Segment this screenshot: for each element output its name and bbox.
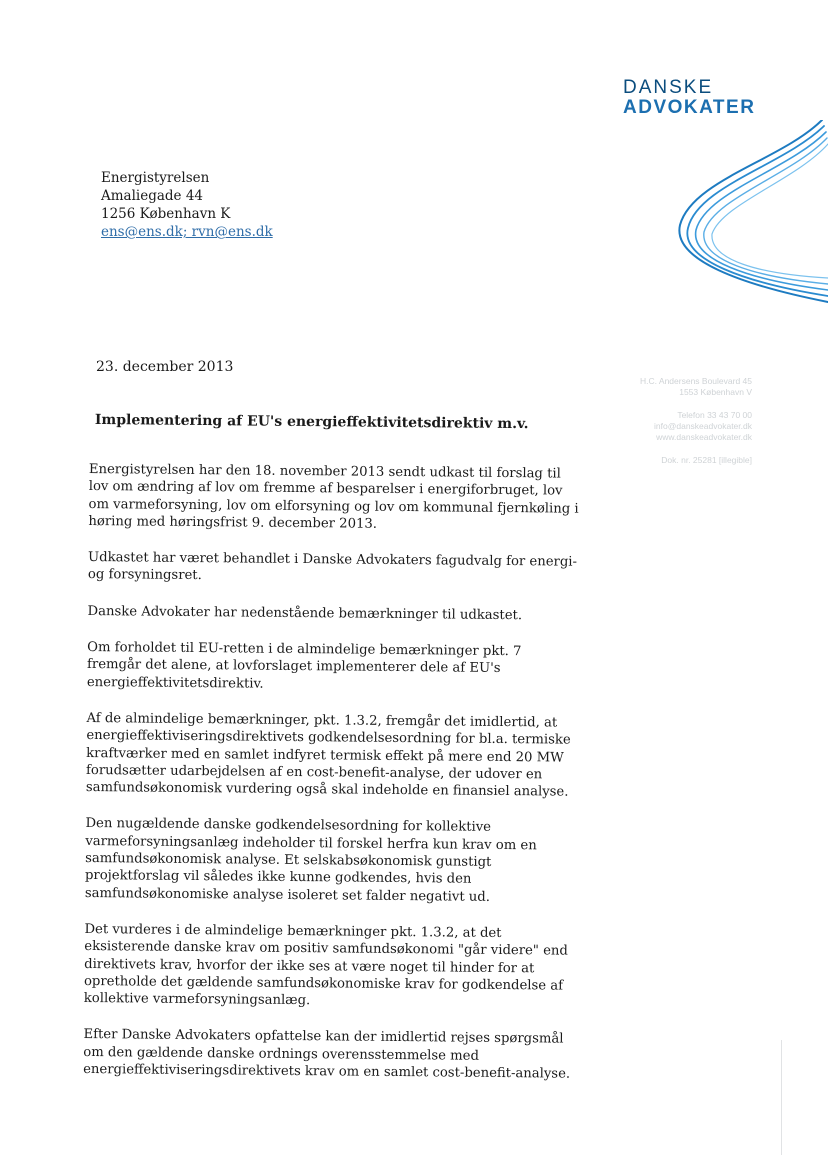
document-number xyxy=(600,455,752,466)
body-paragraph: Af de almindelige bemærkninger, pkt. 1.3.2, fremgår det imidlertid, at energieffektiviseringsdirektivets godkendelsesordning for bl.a. termiske kraftværker med en samlet indfyret termisk effekt på mere end 20 MW forudsætter udarbejdelsen af en cost-benefit-analyse, der udover en samfundsøkonomisk vurdering også skal indeholde en finansiel analyse. xyxy=(85,710,571,800)
body-paragraph: Efter Danske Advokaters opfattelse kan der imidlertid rejses spørgsmål om den gældende danske ordnings overensstemmelse med energieffektiviseringsdirektivets krav om en samlet cost-benefit-analyse. xyxy=(83,1027,571,1082)
logo-swoosh-graphic xyxy=(672,120,828,305)
letter-subject: Implementering af EU's energieffektivitetsdirektiv m.v. xyxy=(94,412,529,433)
address-line: 1553 København V xyxy=(679,387,752,397)
body-paragraph: Om forholdet til EU-retten i de almindelige bemærkninger pkt. 7 fremgår det alene, at lovforslaget implementerer dele af EU's energieffektivitetsdirektiv. xyxy=(86,640,522,692)
sender-contact-info xyxy=(600,376,752,478)
address-line: H.C. Andersens Boulevard 45 xyxy=(640,376,752,386)
logo-line-advokater: ADVOKATER xyxy=(623,97,756,118)
letter-body xyxy=(83,461,581,1102)
document-number-text: Dok. nr. 25281 [illegible] xyxy=(661,455,752,465)
letter-date: 23. december 2013 xyxy=(96,359,234,375)
contact-website: www.danskeadvokater.dk xyxy=(656,432,752,442)
contact-email: info@danskeadvokater.dk xyxy=(654,421,752,431)
recipient-name: Energistyrelsen xyxy=(101,170,210,186)
recipient-email-links[interactable]: ens@ens.dk; rvn@ens.dk xyxy=(101,224,273,240)
body-paragraph: Den nugældende danske godkendelsesordning for kollektive varmeforsyningsanlæg indeholder til forskel herfra kun krav om en samfundsøkonomisk analyse. Et selskabsøkonomisk gunstigt projektforslag vil således ikke kunne godkendes, hvis den samfundsøkonomiske analyse isoleret set falder negativt ud. xyxy=(84,816,537,905)
recipient-city: 1256 København K xyxy=(101,206,231,222)
margin-rule xyxy=(781,1040,782,1155)
sender-contact xyxy=(600,410,752,443)
body-paragraph: Danske Advokater har nedenstående bemærkninger til udkastet. xyxy=(87,603,523,623)
sender-address xyxy=(600,376,752,398)
contact-phone: Telefon 33 43 70 00 xyxy=(677,410,752,420)
logo-line-danske: DANSKE xyxy=(623,77,714,98)
logo xyxy=(623,78,755,117)
body-paragraph: Udkastet har været behandlet i Danske Advokaters fagudvalg for energi- og forsyningsret. xyxy=(87,550,578,584)
body-paragraph: Energistyrelsen har den 18. november 2013 sendt udkast til forslag til lov om ændring af lov om fremme af besparelser i energiforbruget, lov om varmeforsyning, lov om elforsyning og lov om kommunal fjernkøling i høring med høringsfrist 9. december 2013. xyxy=(88,461,579,532)
body-paragraph: Det vurderes i de almindelige bemærkninger pkt. 1.3.2, at det eksisterende danske krav om positiv samfundsøkonomi "går videre" end direktivets krav, hvorfor der ikke ses at være noget til hinder for at opretholde det gældende samfundsøkonomiske krav for godkendelse af kollektive varmeforsyningsanlæg. xyxy=(83,921,568,1009)
recipient-address-block xyxy=(101,169,273,241)
recipient-street: Amaliegade 44 xyxy=(101,188,204,204)
